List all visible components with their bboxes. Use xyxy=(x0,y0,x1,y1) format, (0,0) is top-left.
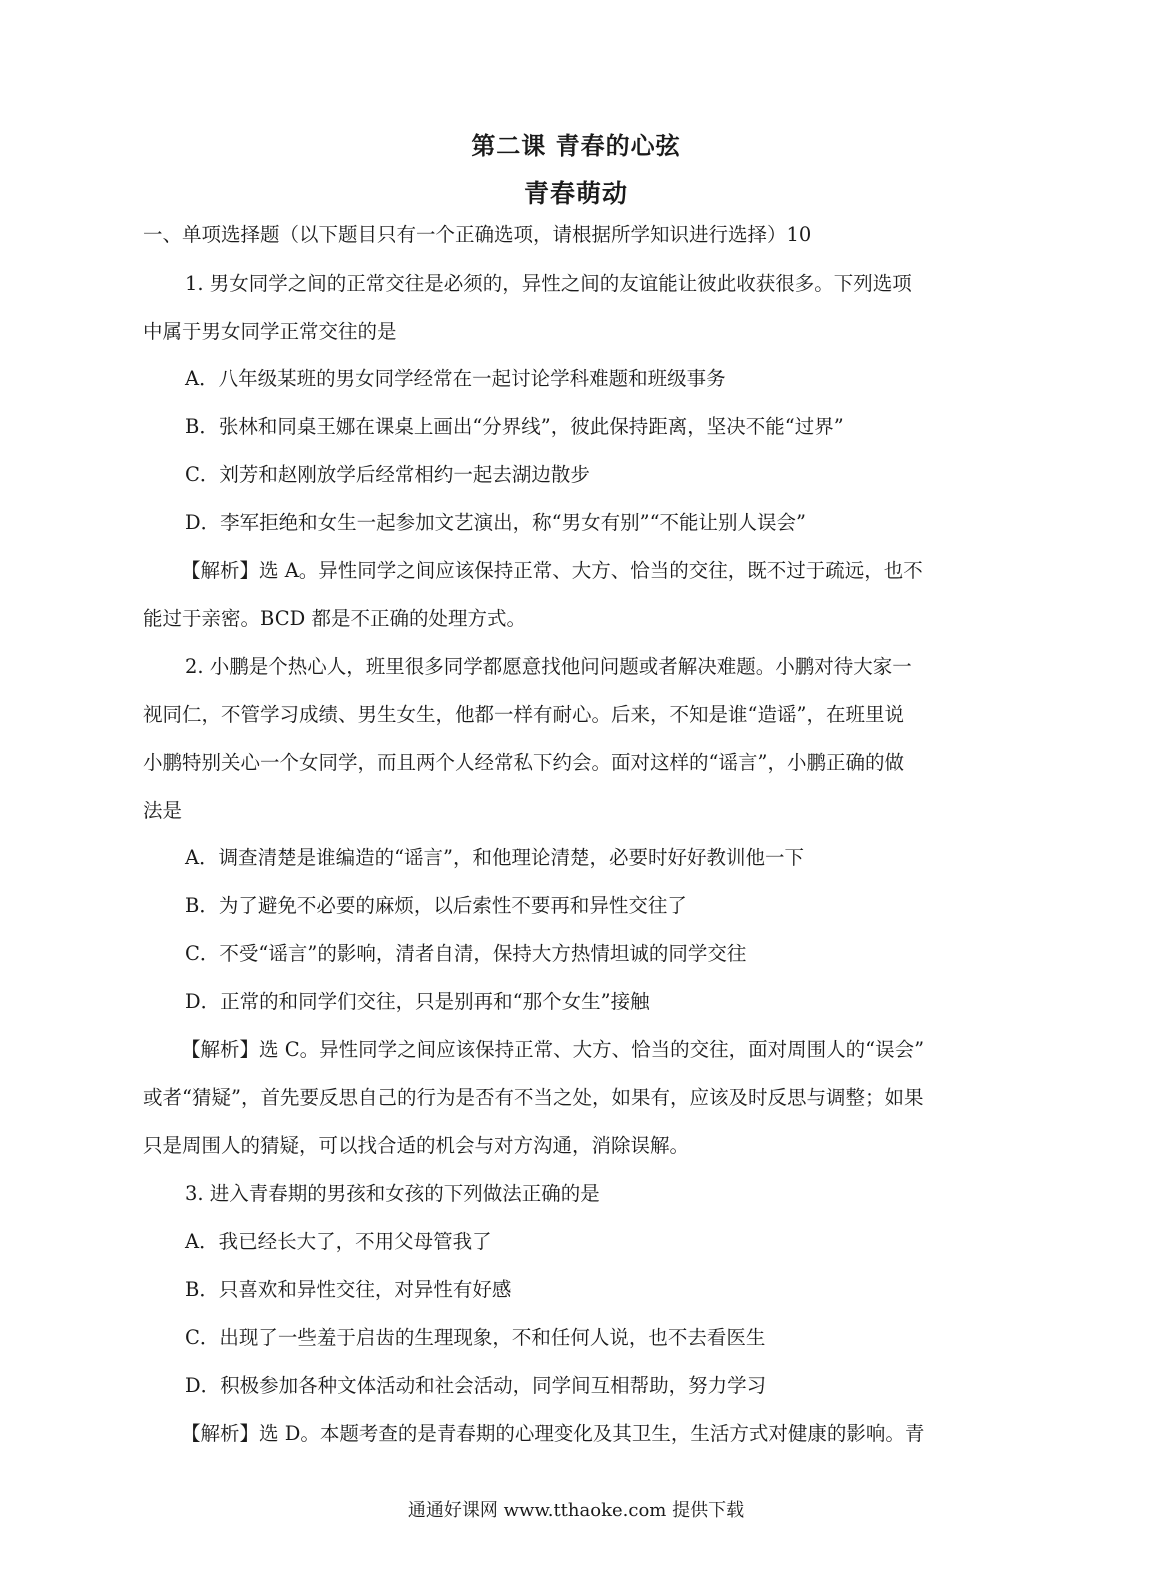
question-2-option-b: B．为了避免不必要的麻烦，以后索性不要再和异性交往了 xyxy=(185,894,687,917)
question-1-option-c: C．刘芳和赵刚放学后经常相约一起去湖边散步 xyxy=(185,463,590,486)
question-2-analysis-line-1: 【解析】选 C。异性同学之间应该保持正常、大方、恰当的交往，面对周围人的“误会” xyxy=(181,1038,925,1061)
question-3-option-c: C．出现了一些羞于启齿的生理现象，不和任何人说，也不去看医生 xyxy=(185,1326,766,1349)
question-2-stem-line-2: 视同仁，不管学习成绩、男生女生，他都一样有耐心。后来，不知是谁“造谣”，在班里说 xyxy=(143,703,904,726)
question-2-stem-line-3: 小鹏特别关心一个女同学，而且两个人经常私下约会。面对这样的“谣言”，小鹏正确的做 xyxy=(143,751,904,774)
question-2-stem-line-1: 2. 小鹏是个热心人，班里很多同学都愿意找他问问题或者解决难题。小鹏对待大家一 xyxy=(185,655,912,678)
question-1-stem-line-1: 1. 男女同学之间的正常交往是必须的，异性之间的友谊能让彼此收获很多。下列选项 xyxy=(185,272,912,295)
question-2-analysis-line-3: 只是周围人的猜疑，可以找合适的机会与对方沟通，消除误解。 xyxy=(143,1134,690,1157)
question-3-option-a: A．我已经长大了，不用父母管我了 xyxy=(185,1230,492,1253)
question-1-analysis-line-2: 能过于亲密。BCD 都是不正确的处理方式。 xyxy=(143,607,526,630)
question-2-option-a: A．调查清楚是谁编造的“谣言”，和他理论清楚，必要时好好教训他一下 xyxy=(185,846,805,869)
question-1-option-b: B．张林和同桌王娜在课桌上画出“分界线”，彼此保持距离，坚决不能“过界” xyxy=(185,415,844,438)
document-title: 第二课 青春的心弦 xyxy=(471,131,681,160)
page-footer: 通通好课网 www.tthaoke.com 提供下载 xyxy=(407,1500,745,1521)
question-3-analysis-line-1: 【解析】选 D。本题考查的是青春期的心理变化及其卫生，生活方式对健康的影响。青 xyxy=(181,1422,925,1445)
section-heading: 一、单项选择题（以下题目只有一个正确选项，请根据所学知识进行选择）10 xyxy=(143,223,812,246)
question-3-stem-line-1: 3. 进入青春期的男孩和女孩的下列做法正确的是 xyxy=(185,1182,600,1205)
question-2-analysis-line-2: 或者“猜疑”，首先要反思自己的行为是否有不当之处，如果有，应该及时反思与调整；如果 xyxy=(143,1086,924,1109)
document-subtitle: 青春萌动 xyxy=(523,179,628,208)
question-1-analysis-line-1: 【解析】选 A。异性同学之间应该保持正常、大方、恰当的交往，既不过于疏远，也不 xyxy=(181,559,923,582)
question-2-stem-line-4: 法是 xyxy=(143,799,183,822)
question-3-option-d: D．积极参加各种文体活动和社会活动，同学间互相帮助，努力学习 xyxy=(185,1374,767,1397)
question-1-option-a: A．八年级某班的男女同学经常在一起讨论学科难题和班级事务 xyxy=(185,367,726,390)
question-2-option-c: C．不受“谣言”的影响，清者自清，保持大方热情坦诚的同学交往 xyxy=(185,942,747,965)
question-1-stem-line-2: 中属于男女同学正常交往的是 xyxy=(143,320,397,343)
question-1-option-d: D．李军拒绝和女生一起参加文艺演出，称“男女有别”“不能让别人误会” xyxy=(185,511,807,534)
question-3-option-b: B．只喜欢和异性交往，对异性有好感 xyxy=(185,1278,512,1301)
question-2-option-d: D．正常的和同学们交往，只是别再和“那个女生”接触 xyxy=(185,990,650,1013)
